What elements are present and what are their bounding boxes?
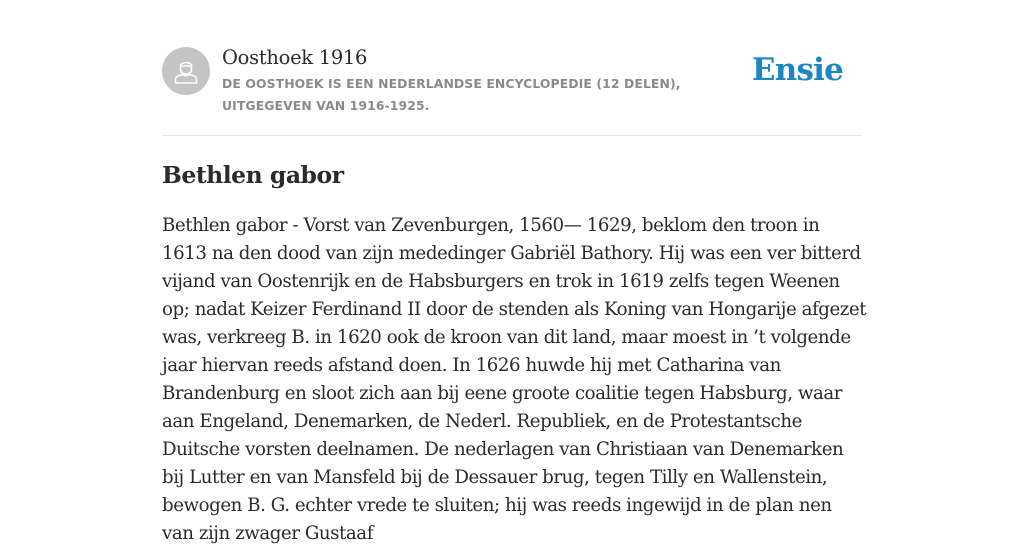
- source-header: [162, 46, 862, 116]
- divider: [162, 135, 862, 136]
- avatar[interactable]: [162, 47, 210, 95]
- article-title: Bethlen gabor: [162, 161, 344, 189]
- article-body: Bethlen gabor - Vorst van Zevenburgen, 1560— 1629, beklom den troon in 1613 na den dood van zijn mededinger Gabriël Bathory. Hij was een ver bitterd vijand van Oostenrijk en de Habsburgers en trok in 1619 zelfs tegen Weenen op; nadat Keizer Ferdinand II door de stenden als Koning van Hongarije afgezet was, verkreeg B. in 1620 ook de kroon van dit land, maar moest in ’t volgende jaar hiervan reeds afstand doen. In 1626 huwde hij met Catharina van Brandenburg en sloot zich aan bij eene groote coalitie tegen Habsburg, waar aan Engeland, Denemarken, de Nederl. Republiek, en de Protestantsche Duitsche vorsten deelnamen. De nederlagen van Christiaan van Denemarken bij Lutter en van Mansfeld bij de Dessauer brug, tegen Tilly en Wallenstein, bewogen B. G. echter vrede te sluiten; hij was reeds ingewijd in de plan nen van zijn zwager Gustaaf: [162, 215, 867, 544]
- user-placeholder-icon: [174, 58, 198, 84]
- source-title[interactable]: Oosthoek 1916: [222, 46, 368, 69]
- brand-logo[interactable]: Ensie: [751, 52, 843, 88]
- source-description: DE OOSTHOEK IS EEN NEDERLANDSE ENCYCLOPEDIE (12 DELEN), UITGEGEVEN VAN 1916-1925.: [222, 76, 681, 113]
